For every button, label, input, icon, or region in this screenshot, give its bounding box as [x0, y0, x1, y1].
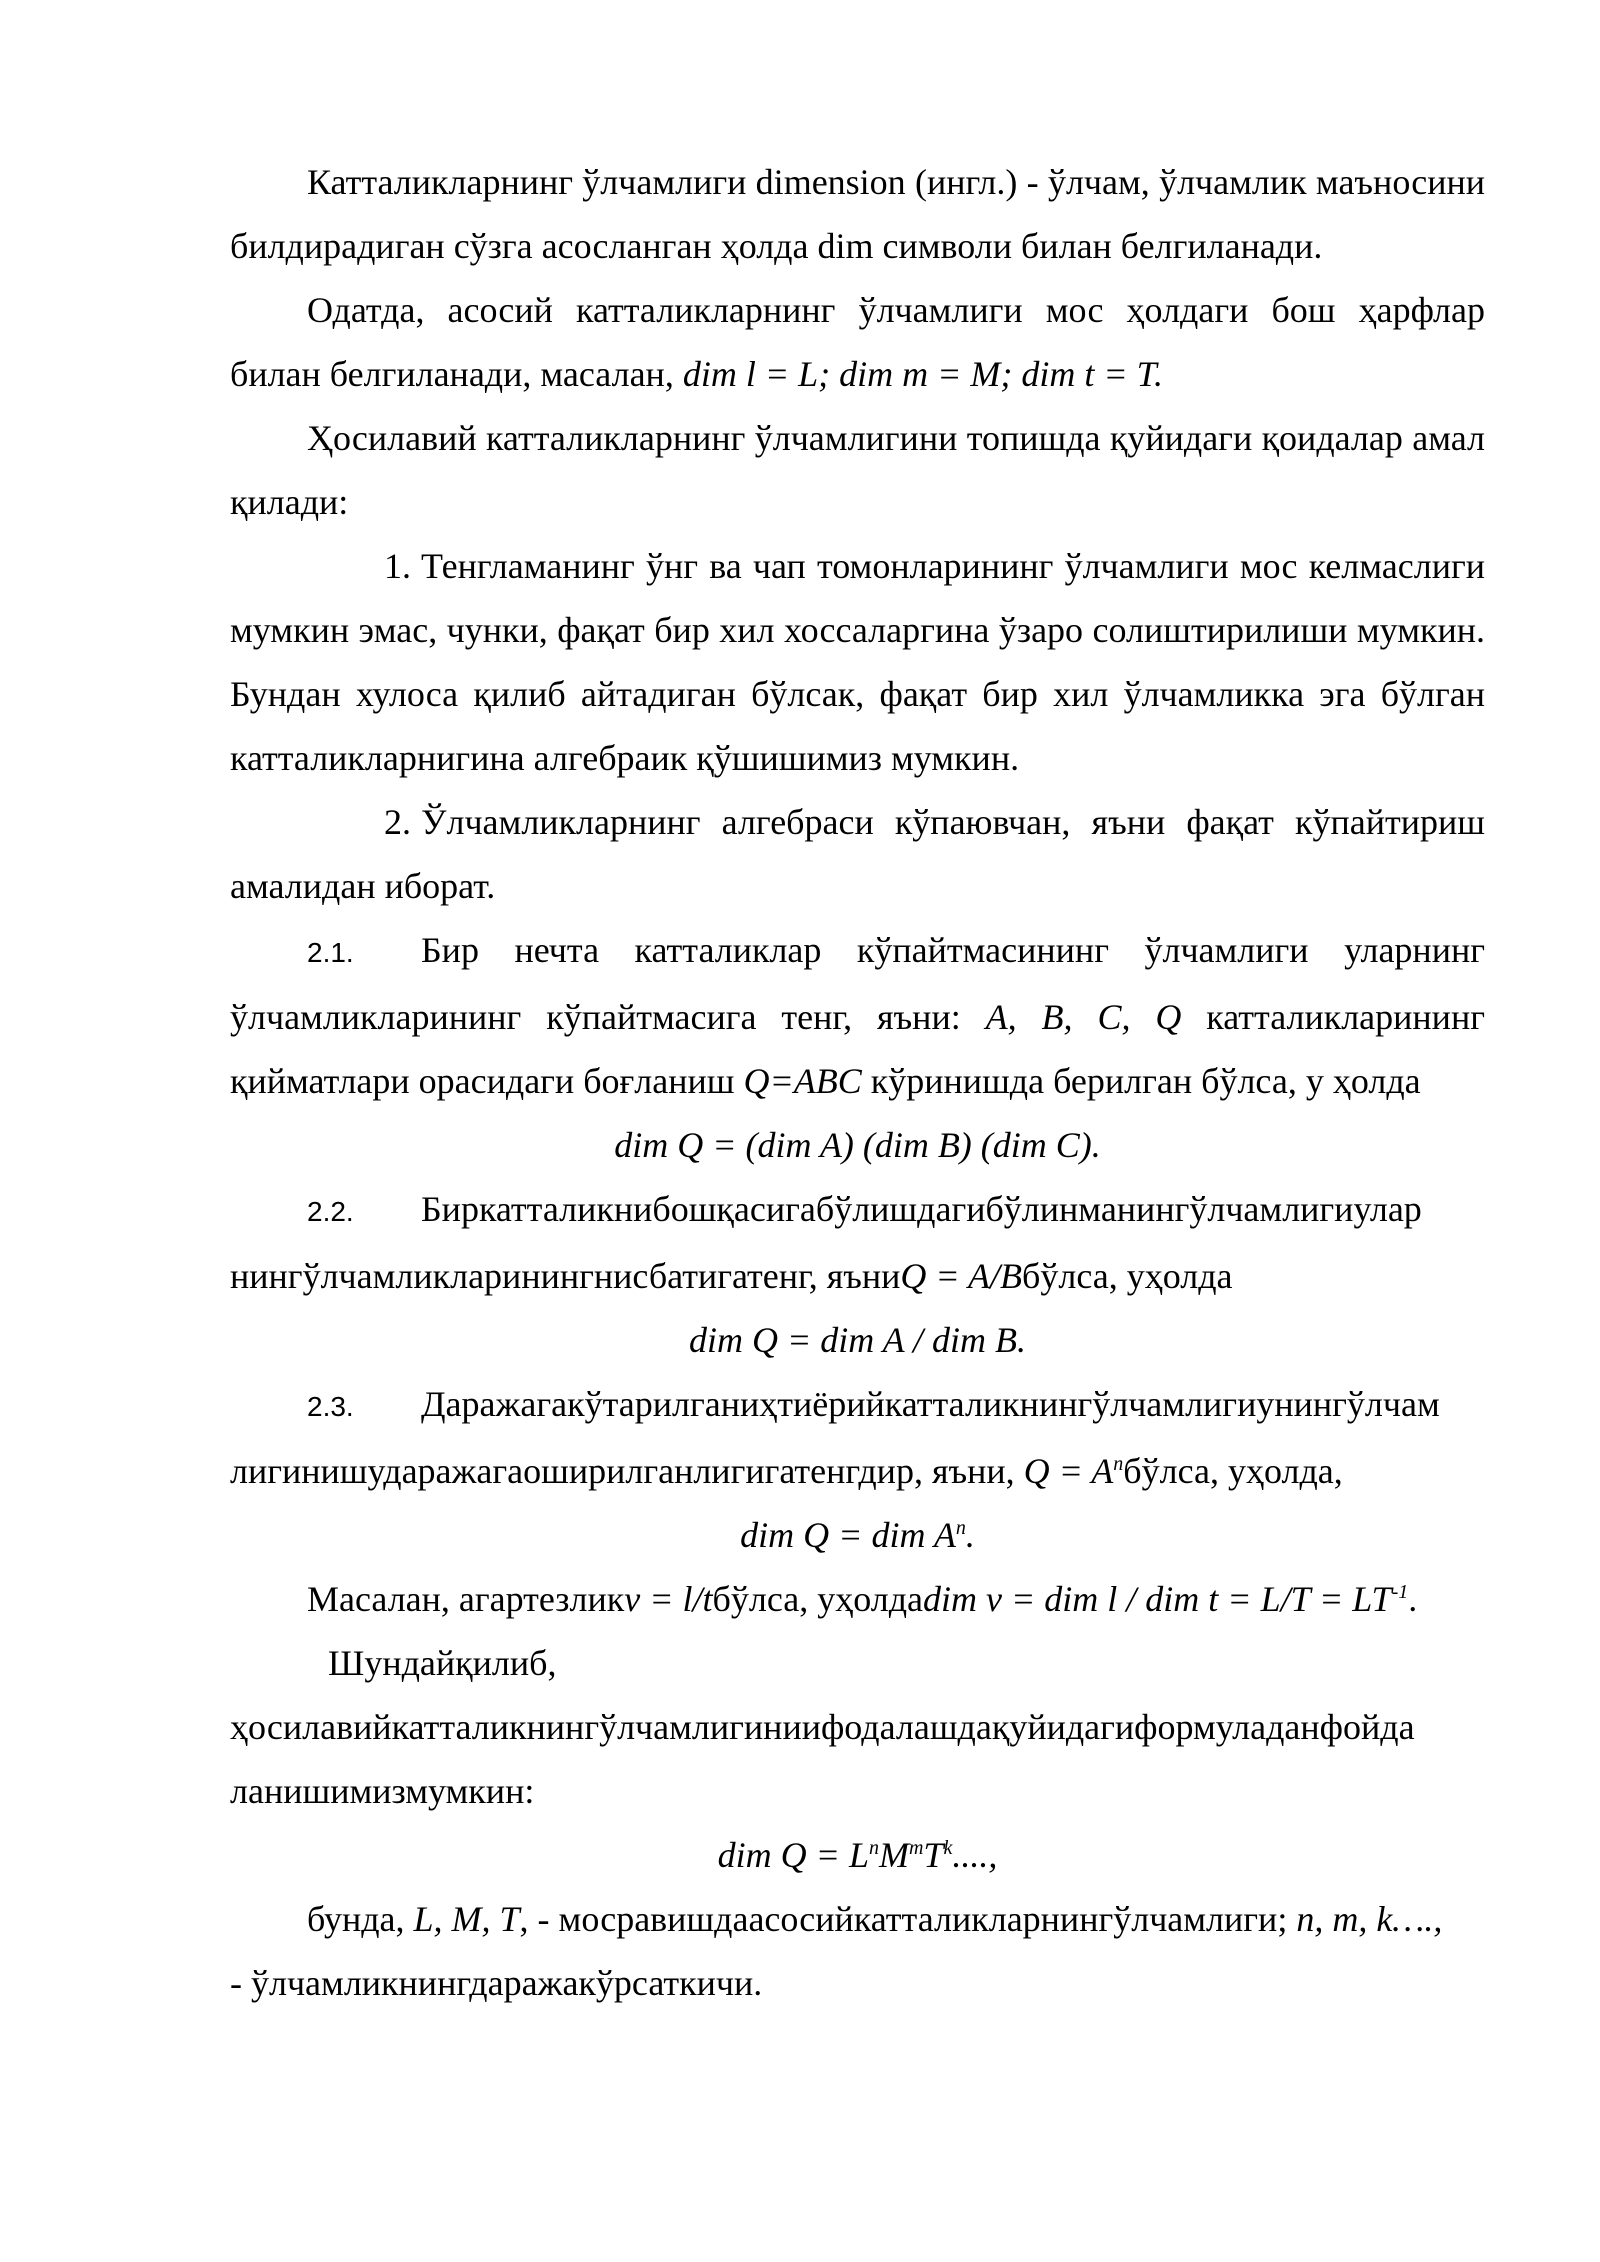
list-number: 2.1. [307, 937, 354, 968]
relation [1024, 1451, 1124, 1491]
list-item-2-3 [230, 1372, 1485, 1439]
formula-text: dim Q = (dim A) (dim B) (dim C). [614, 1125, 1101, 1165]
where-text: бунда, [307, 1899, 414, 1939]
list-item-2 [230, 790, 1485, 918]
list-item-2-2 [230, 1177, 1485, 1244]
formula-text: dim Q = dim A / dim B. [689, 1320, 1026, 1360]
example-text: Масалан, агартезлик [307, 1579, 625, 1619]
formula-exponent: k [943, 1837, 953, 1859]
list-item-text: Ўлчамликларнинг алгебраси кўпаювчан, яъни фақат кўпайтириш амалидан иборат. [230, 802, 1485, 906]
formula-end: ...., [952, 1835, 998, 1875]
list-number: 2.3. [307, 1391, 354, 1422]
list-item-text: катталикларининг қийматлари орасидаги боғланиш [230, 997, 1485, 1101]
paragraph-text: Одатда, асосий катталикларнинг ўлчамлиги мос ҳолдаги бош ҳарфлар билан белгиланади, масалан, [230, 290, 1485, 394]
list-item-2-3-cont [230, 1439, 1485, 1503]
formula-exponent: m [908, 1837, 924, 1859]
variables: L, M, T [413, 1899, 520, 1939]
paragraph-conclusion-line3: ланишимизмумкин: [230, 1771, 535, 1811]
relation: v = l/t [624, 1579, 713, 1619]
formula-exponent: -1 [1391, 1581, 1409, 1603]
list-item-text: Тенгламанинг ўнг ва чап томонларининг ўлчамлиги мос келмаслиги мумкин эмас, чунки, фақат бир хил хоссаларгина ўзаро солиштирилиши мумкин. Бундан хулоса қилиб айтадиган бўлсак, фақат бир хил ўлчамликка эга бўлган катталикларнигина алгебраик қўшишимиз мумкин. [230, 546, 1485, 778]
formula-end: . [965, 1515, 975, 1555]
example-formula [923, 1579, 1408, 1619]
relation: Q = A/B [900, 1256, 1023, 1296]
list-item-text: Даражагакўтарилганиҳтиёрийкатталикнингўлчамлигиунингўлчам [421, 1384, 1440, 1424]
example-end: . [1408, 1579, 1418, 1619]
where-text: , - мосравишдаасосийкатталикларнингўлчамлиги; [519, 1899, 1297, 1939]
formula-part: dim Q = L [717, 1835, 869, 1875]
list-item-2-2-cont [230, 1244, 1485, 1308]
list-item-1 [230, 534, 1485, 790]
formula-base: dim Q = dim A [740, 1515, 956, 1555]
document-page [230, 150, 1485, 2015]
paragraph-where-end: - ўлчамликнингдаражакўрсаткичи. [230, 1963, 763, 2003]
formula-exponent: n [955, 1517, 966, 1539]
paragraph-conclusion-start: Шундайқилиб, [328, 1643, 557, 1683]
paragraph-example [230, 1567, 1485, 1631]
list-item-2-1 [230, 918, 1485, 1113]
list-number: 1. [384, 546, 411, 586]
formula-power [230, 1503, 1485, 1567]
formula-part: T [923, 1835, 944, 1875]
relation-base: Q = A [1023, 1451, 1114, 1491]
formula-text [740, 1515, 975, 1555]
paragraph-dimension-intro: Катталикларнинг ўлчамлиги dimension (ингл.) - ўлчам, ўлчамлик маъносини билдирадиган сўзга асосланган ҳолда dim символи билан белгиланади. [230, 162, 1485, 266]
list-item-text: лигинишударажагаоширилганлигигатенгдир, яъни, [230, 1451, 1024, 1491]
formula-general [230, 1823, 1485, 1887]
exponents: n, m, k…., [1296, 1899, 1443, 1939]
list-item-text: Бир нечта катталиклар кўпайтмасининг ўлчамлиги уларнинг ўлчамликларининг кўпайтмасига тенг, яъни: [230, 930, 1485, 1037]
variables: A, B, C, Q [985, 997, 1182, 1037]
list-item-text: Биркатталикнибошқасигабўлишдагибўлинманингўлчамлигиулар [421, 1189, 1422, 1229]
formula-base-dims: dim l = L; dim m = M; dim t = T. [682, 354, 1164, 394]
formula-base: dim v = dim l / dim t = L/T = LT [923, 1579, 1392, 1619]
list-item-text: бўлса, уҳолда [1022, 1256, 1233, 1296]
list-item-text: нингўлчамликларинингнисбатигатенг, яъни [230, 1256, 901, 1296]
paragraph-conclusion-line2: ҳосилавийкатталикнингўлчамлигиниифодалашдақуйидагиформуладанфойда [230, 1707, 1415, 1747]
formula-text [718, 1835, 998, 1875]
list-item-text: бўлса, уҳолда, [1123, 1451, 1343, 1491]
list-number: 2.2. [307, 1196, 354, 1227]
relation-exponent: n [1113, 1453, 1124, 1475]
formula-quotient [230, 1308, 1485, 1372]
paragraph-derived-rules: Ҳосилавий катталикларнинг ўлчамлигини топишда қуйидаги қоидалар амал қилади: [230, 418, 1485, 522]
list-item-text: кўринишда берилган бўлса, у ҳолда [861, 1061, 1421, 1101]
relation: Q=ABC [743, 1061, 862, 1101]
formula-exponent: n [868, 1837, 879, 1859]
example-text: бўлса, уҳолда [712, 1579, 923, 1619]
formula-product [230, 1113, 1485, 1177]
formula-part: M [878, 1835, 909, 1875]
list-number: 2. [384, 802, 411, 842]
paragraph-base-quantities [230, 278, 1485, 406]
paragraph-where [230, 1887, 1485, 1951]
